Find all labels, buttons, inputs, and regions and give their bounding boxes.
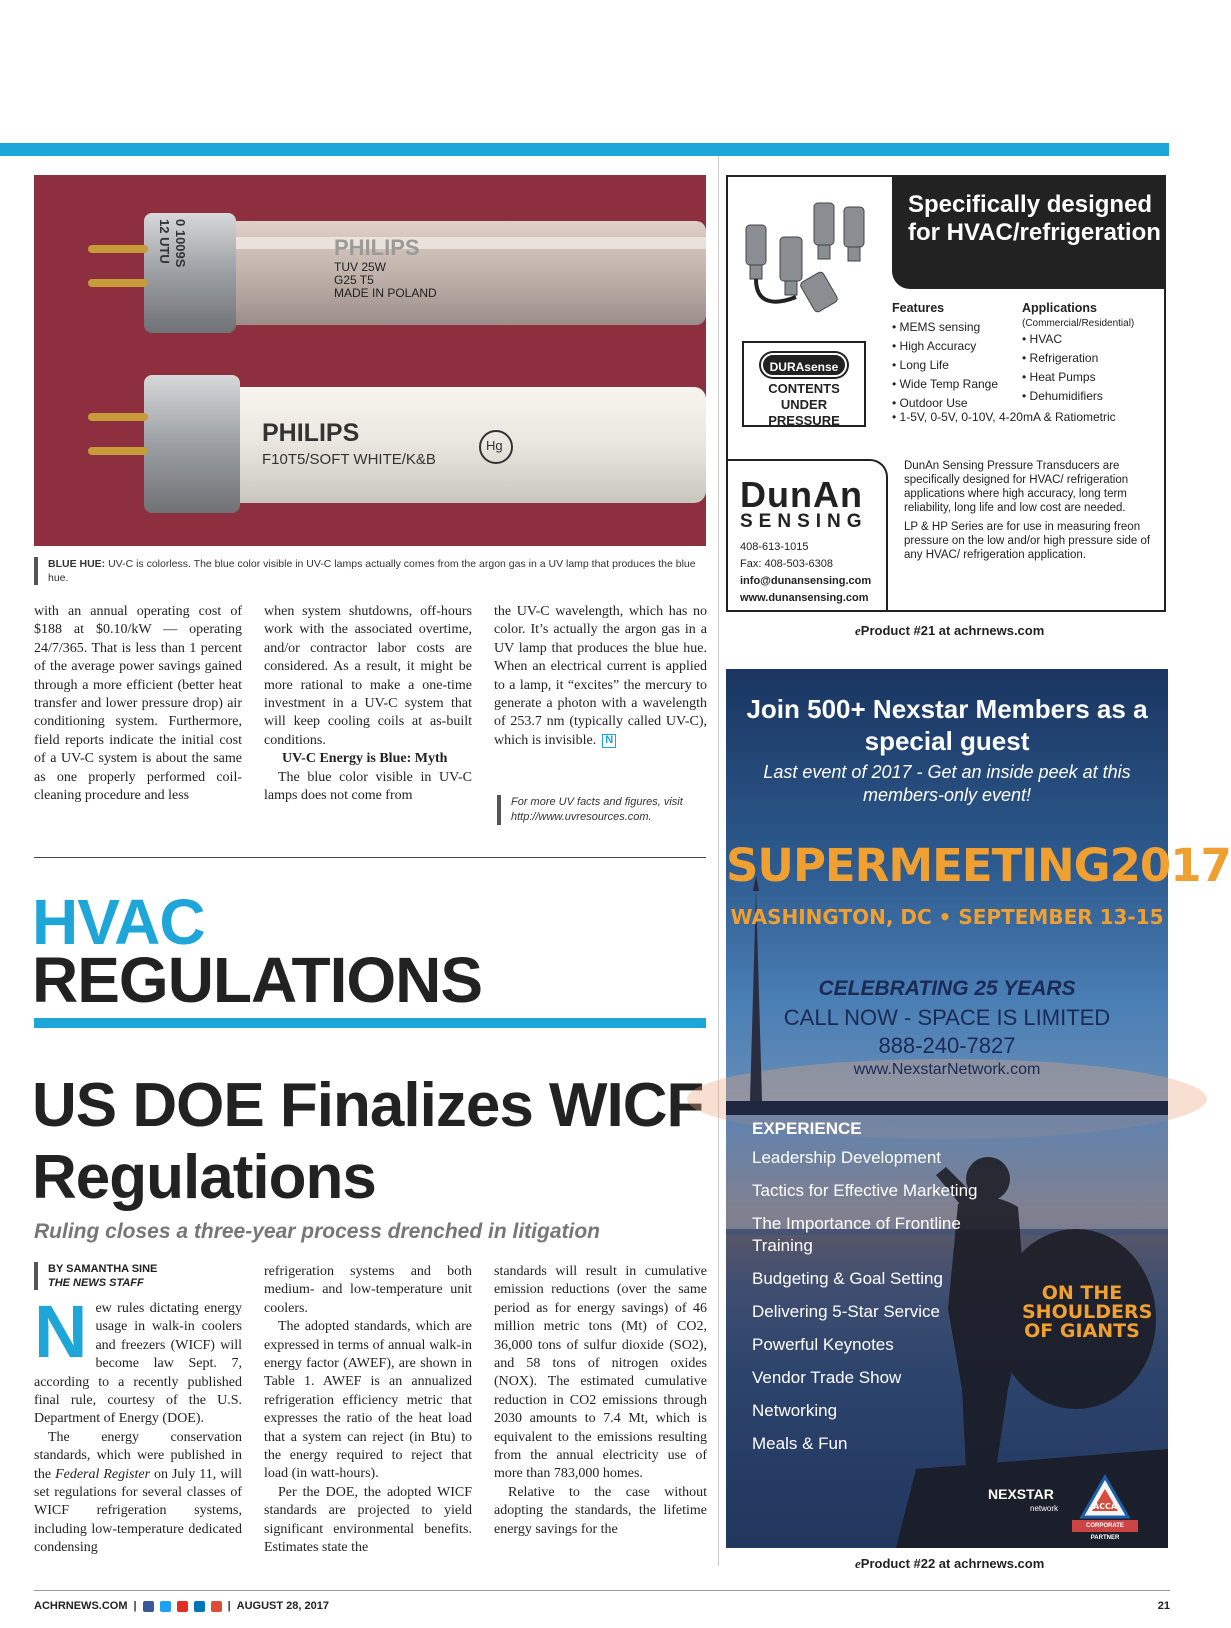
experience-list [752, 1147, 992, 1466]
website-link[interactable]: www.dunansensing.com [740, 592, 869, 604]
experience-item: Tactics for Effective Marketing [752, 1181, 978, 1200]
eproduct-text: Product #22 at achrnews.com [860, 1556, 1045, 1571]
nexstar-logo: NEXSTAR [988, 1486, 1054, 1502]
durasense-badge [742, 341, 866, 427]
paragraph: The blue color visible in UV-C lamps does not come from [264, 769, 472, 804]
site-name[interactable]: ACHRNEWS.COM [34, 1600, 128, 1612]
application-item: • HVAC [1022, 332, 1062, 346]
eproduct-prefix: e [855, 1556, 861, 1571]
end-mark-icon: N [602, 734, 616, 748]
website-link[interactable]: www.NexstarNetwork.com [853, 1061, 1041, 1078]
dunan-logo-sub: SENSING [740, 511, 868, 532]
paragraph-text: The energy conservation standards, which were published in the [34, 1429, 242, 1482]
experience-item: Networking [752, 1401, 838, 1420]
top-lamp-origin: MADE IN POLAND [334, 286, 437, 300]
contact-info [740, 539, 871, 607]
top-article-col-3 [494, 603, 707, 750]
experience-item: Powerful Keynotes [752, 1335, 894, 1354]
acca-partner-label: CORPORATE PARTNER [1072, 1520, 1138, 1532]
acca-logo [1080, 1475, 1130, 1519]
experience-item: Meals & Fun [752, 1434, 848, 1453]
paragraph [494, 603, 707, 750]
section-divider [34, 857, 706, 858]
top-lamp-end-code: 0 1009S [173, 219, 188, 268]
bottom-lamp-model: F10T5/SOFT WHITE/K&B [262, 451, 436, 468]
bottom-lamp-brand: PHILIPS [262, 419, 360, 447]
paragraph-text: on July 11, will set regulations for several classes of WICF refrigeration systems, including low-temperature dedicated condensing [34, 1466, 242, 1556]
top-lamp-base: G25 T5 [334, 273, 374, 287]
durasense-logo: DURAsense [761, 353, 847, 377]
last-event-text: Last event of 2017 - Get an inside peek at this members-only event! [763, 762, 1131, 805]
page-number: 21 [1157, 1600, 1170, 1612]
uv-lamp-photo [34, 175, 706, 546]
paragraph: Per the DOE, the adopted WICF standards are projected to yield significant environmental benefits. Estimates state the [264, 1484, 472, 1556]
facebook-icon[interactable] [143, 1601, 154, 1612]
column-divider [718, 156, 719, 1566]
eproduct-22-link[interactable] [855, 1556, 1044, 1572]
top-article-col-1 [34, 603, 242, 805]
experience-item: The Importance of Frontline Training [752, 1214, 961, 1255]
article-deck: Ruling closes a three-year process drenched in litigation [34, 1220, 600, 1243]
hg-mark: Hg [486, 438, 503, 453]
feature-item: • High Accuracy [892, 339, 977, 353]
feature-item: • MEMS sensing [892, 320, 981, 334]
footer-left [34, 1600, 329, 1612]
main-article-col-3 [494, 1263, 707, 1539]
eproduct-prefix: e [855, 623, 861, 638]
ad-banner: Specifically designed for HVAC/refrigeration [892, 177, 1164, 289]
phone: 408-613-1015 [740, 541, 809, 553]
top-accent-bar [0, 143, 1169, 156]
acca-logo-text: ACCA [1092, 1502, 1118, 1511]
paragraph: standards will result in cumulative emission reductions (over the same period as for energy savings) of 46 million metric tons (Mt) of CO2, 36,000 tons of sulfur dioxide (SO2), and 58 tons of nitrogen oxides (NOX). The estimated cumulative reduction in CO2 emissions through 2030 amounts to 7.4 Mt, which is equivalent to the emissions resulting from the annual electricity use of more than 783,000 homes. [494, 1264, 707, 1482]
main-article-col-2 [264, 1263, 472, 1558]
application-item: • Heat Pumps [1022, 370, 1096, 384]
event-location-date: WASHINGTON, DC • SEPTEMBER 13-15 [730, 905, 1164, 929]
email-link[interactable]: info@dunansensing.com [740, 575, 872, 587]
top-lamp-brand: PHILIPS [334, 235, 420, 260]
dunan-logo: DunAn [740, 474, 863, 515]
fax: Fax: 408-503-6308 [740, 558, 833, 570]
feature-item: • Outdoor Use [892, 396, 968, 410]
experience-heading: EXPERIENCE [752, 1119, 862, 1138]
description-paragraph: DunAn Sensing Pressure Transducers are specifically designed for HVAC/ refrigeration applications where high accuracy, long term reliability, long life and low cost are needed. [904, 460, 1129, 514]
paragraph: when system shutdowns, off-hours work with the associated overtime, and/or contractor labor costs are considered. As a result, it might be more rational to make a one-time investment in a UV-C system that will keep cooling coils at as-built conditions. [264, 604, 472, 748]
join-headline: Join 500+ Nexstar Members as a special guest [746, 694, 1148, 756]
linkedin-icon[interactable] [194, 1601, 205, 1612]
experience-item: Vendor Trade Show [752, 1368, 902, 1387]
google-plus-icon[interactable] [211, 1601, 222, 1612]
youtube-icon[interactable] [177, 1601, 188, 1612]
footer-separator: | [227, 1600, 231, 1612]
transducer-product-image [736, 185, 886, 325]
eproduct-text: Product #21 at achrnews.com [860, 623, 1045, 638]
call-now-text: CALL NOW - SPACE IS LIMITED [783, 1005, 1111, 1030]
features-list [892, 299, 998, 413]
eproduct-21-link[interactable] [855, 623, 1044, 639]
top-lamp-model: TUV 25W [334, 260, 387, 274]
nexstar-logo-sub: network [1030, 1504, 1059, 1513]
experience-item: Leadership Development [752, 1148, 942, 1167]
twitter-icon[interactable] [160, 1601, 171, 1612]
supermeeting-title: SUPERMEETING2017 [726, 839, 1231, 892]
application-item: • Dehumidifiers [1022, 389, 1103, 403]
paragraph [34, 1429, 242, 1558]
paragraph [34, 1290, 242, 1429]
experience-item: Delivering 5-Star Service [752, 1302, 941, 1321]
issue-date: AUGUST 28, 2017 [236, 1600, 329, 1612]
byline-staff: THE NEWS STAFF [48, 1277, 144, 1289]
section-bar [34, 1018, 706, 1028]
phone-number[interactable]: 888-240-7827 [878, 1033, 1016, 1058]
paragraph-text: the UV-C wavelength, which has no color. It’s actually the argon gas in a UV lamp that produces the blue hue. When an electrical current is applied to a lamp, it “excites” the mercury to generate a photon with a wavelength of 253.7 nm (typically called UV-C), which is invisible. [494, 604, 707, 748]
paragraph-text: ew rules dictating energy usage in walk-in coolers and freezers (WICF) will become law Sept. 7, according to a recently published final rule, courtesy of the U.S. Department of Energy (DOE). [34, 1301, 242, 1427]
applications-list [1022, 299, 1134, 406]
shoulders-of-giants-logo: ON THE SHOULDERS OF GIANTS [1022, 1282, 1153, 1342]
features-title: Features [892, 301, 945, 315]
applications-subtitle: (Commercial/Residential) [1022, 318, 1135, 329]
resource-note: For more UV facts and figures, visit http://www.uvresources.com. [497, 795, 707, 825]
main-article-col-1 [34, 1290, 242, 1558]
output-options: • 1-5V, 0-5V, 0-10V, 4-20mA & Ratiometric [892, 410, 1116, 424]
publication-name: Federal Register [55, 1466, 151, 1482]
article-headline: US DOE Finalizes WICF Regulations [32, 1071, 704, 1212]
paragraph: with an annual operating cost of $188 at $0.10/kW — operating 24/7/365. That is less than 1 percent of the average power savings gained through a more efficient (better heat transfer and lower pressure drop) air conditioning system. Furthermore, field reports indicate the initial cost of a UV-C system is about the same as one properly performed coil-cleaning procedure and less [34, 604, 242, 804]
celebrating-text: CELEBRATING 25 YEARS [818, 977, 1076, 1000]
ad-description [904, 459, 1154, 562]
nexstar-supermeeting-ad[interactable] [726, 669, 1231, 1548]
paragraph: Relative to the case without adopting the standards, the lifetime energy savings for the [494, 1484, 707, 1537]
experience-item: Budgeting & Goal Setting [752, 1269, 943, 1288]
byline-author: BY SAMANTHA SINE [48, 1263, 158, 1275]
application-item: • Refrigeration [1022, 351, 1099, 365]
applications-title: Applications [1022, 301, 1098, 315]
drop-cap: N [34, 1290, 88, 1373]
badge-text: CONTENTS UNDER PRESSURE [768, 381, 840, 428]
dunan-contact-box [728, 459, 888, 610]
feature-item: • Wide Temp Range [892, 377, 999, 391]
photo-caption [34, 557, 706, 585]
top-lamp-end-code-2: 12 UTU [157, 219, 172, 264]
subhead: UV-C Energy is Blue: Myth [282, 751, 448, 767]
section-label-hvac: HVAC [32, 886, 205, 958]
caption-lead: BLUE HUE: [48, 558, 106, 570]
caption-text: UV-C is colorless. The blue color visible in UV-C lamps actually comes from the argon gas in a UV lamp that produces the blue hue. [48, 558, 696, 584]
paragraph: refrigeration systems and both medium- and low-temperature unit coolers. [264, 1264, 472, 1316]
section-label-regulations: REGULATIONS [32, 944, 483, 1016]
byline [34, 1262, 244, 1290]
top-article-col-2 [264, 603, 472, 805]
description-paragraph: LP & HP Series are for use in measuring freon pressure on the low and/or high pressure side of any HVAC/ refrigeration application. [904, 521, 1151, 561]
footer-separator: | [133, 1600, 137, 1612]
paragraph: The adopted standards, which are expressed in terms of annual walk-in energy factor (AWEF), are shown in Table 1. AWEF is an annualized refrigeration efficiency metric that expresses the ratio of the heat load that a system can reject (in Btu) to the energy required to reject that load (in watt-hours). [264, 1319, 472, 1482]
dunan-sensing-ad[interactable] [726, 175, 1166, 612]
page-footer [34, 1590, 1170, 1622]
feature-item: • Long Life [892, 358, 949, 372]
